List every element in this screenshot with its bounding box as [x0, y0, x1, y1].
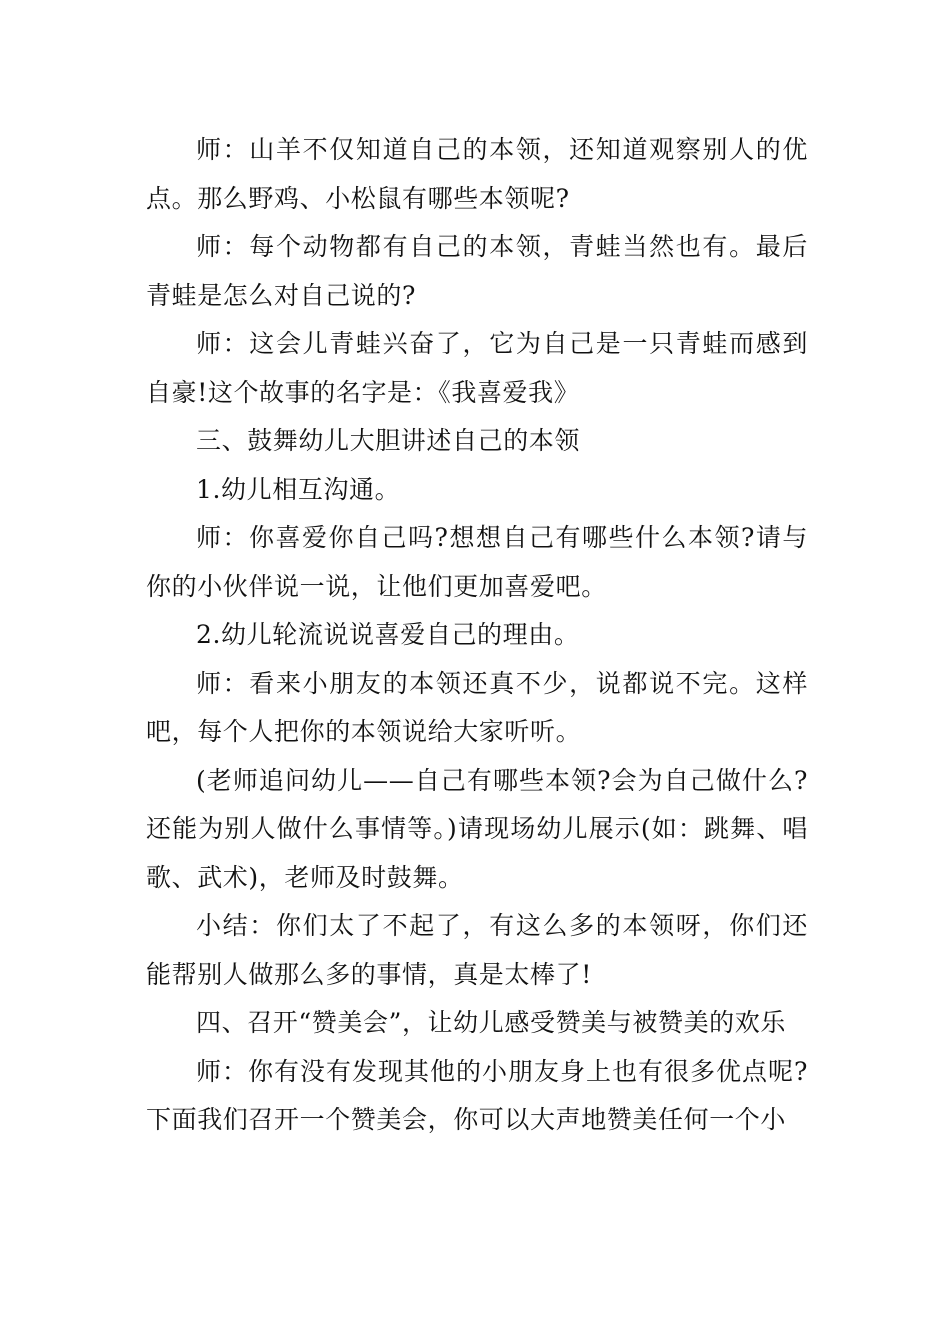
- step-1: 1.幼儿相互沟通。: [196, 474, 401, 504]
- paragraph-qingwa-zihao: 师：这会儿青蛙兴奋了，它为自己是一只青蛙而感到自豪!这个故事的名字是：《我喜爱我》: [146, 329, 808, 407]
- document-body: [146, 126, 808, 1145]
- paragraph-zanmeihui: 师：你有没有发现其他的小朋友身上也有很多优点呢?下面我们召开一个赞美会，你可以大声地赞美任何一个小: [146, 1056, 808, 1134]
- section-heading-3: 三、鼓舞幼儿大胆讲述自己的本领: [196, 426, 581, 455]
- paragraph-shanyang: 师：山羊不仅知道自己的本领，还知道观察别人的优点。那么野鸡、小松鼠有哪些本领呢?: [146, 135, 808, 213]
- paragraph-xiai-ziji: 师：你喜爱你自己吗?想想自己有哪些什么本领?请与你的小伙伴说一说，让他们更加喜爱吧。: [146, 523, 808, 601]
- paragraph-qingwa-benling: 师：每个动物都有自己的本领，青蛙当然也有。最后青蛙是怎么对自己说的?: [146, 232, 808, 310]
- step-2: 2.幼儿轮流说说喜爱自己的理由。: [196, 620, 580, 649]
- paragraph-benling-shuo: 师：看来小朋友的本领还真不少，说都说不完。这样吧，每个人把你的本领说给大家听听。: [146, 668, 808, 746]
- paragraph-xiaojie: 小结：你们太了不起了，有这么多的本领呀，你们还能帮别人做那么多的事情，真是太棒了!: [146, 911, 808, 989]
- paragraph-zhuiwen: (老师追问幼儿——自己有哪些本领?会为自己做什么?还能为别人做什么事情等。)请现场幼儿展示(如：跳舞、唱歌、武术)，老师及时鼓舞。: [146, 765, 808, 892]
- section-heading-4: 四、召开“赞美会”，让幼儿感受赞美与被赞美的欢乐: [196, 1008, 786, 1037]
